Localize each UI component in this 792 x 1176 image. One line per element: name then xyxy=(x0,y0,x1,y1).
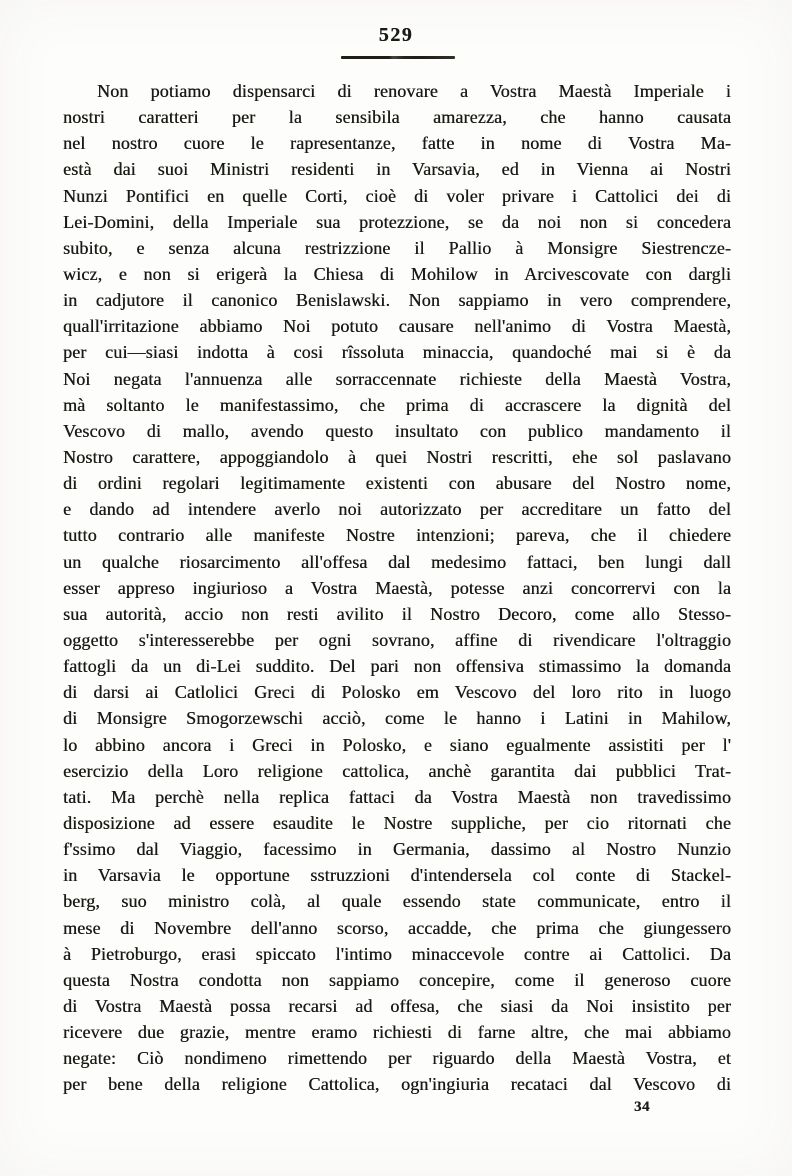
text-line: subito, e senza alcuna restrizzione il Pallio à Monsigre Siestrencze- xyxy=(63,237,731,258)
page-number: 529 xyxy=(378,24,414,46)
text-line: tutto contrario alle manifeste Nostre intenzioni; pareva, che il chiedere xyxy=(63,525,731,546)
signature-mark: 34 xyxy=(634,1099,650,1115)
text-line: di Monsigre Smogorzewschi acciò, come le hanno i Latini in Mahilow, xyxy=(63,708,731,729)
text-line: negate: Ciò nondimeno rimettendo per riguardo della Maestà Vostra, et xyxy=(63,1048,731,1069)
text-line: està dai suoi Ministri residenti in Varsavia, ed in Vienna ai Nostri xyxy=(63,159,731,180)
text-line: quall'irritazione abbiamo Noi potuto causare nell'animo di Vostra Maestà, xyxy=(63,316,731,337)
text-line: di Vostra Maestà possa recarsi ad offesa, che siasi da Noi insistito per xyxy=(63,995,731,1016)
text-line: di ordini regolari legitimamente existenti con abusare del Nostro nome, xyxy=(63,473,731,494)
text-line: à Pietroburgo, erasi spiccato l'intimo minaccevole contre ai Cattolici. Da xyxy=(63,943,731,964)
text-line: in cadjutore il canonico Benislawski. Non sappiamo in vero comprendere, xyxy=(63,290,731,311)
text-line: oggetto s'interesserebbe per ogni sovrano, affine di rivendicare l'oltraggio xyxy=(63,629,731,650)
text-line: f'ssimo dal Viaggio, facessimo in Germania, dassimo al Nostro Nunzio xyxy=(63,839,731,860)
text-line: fattogli da un di-Lei suddito. Del pari non offensiva stimassimo la domanda xyxy=(63,656,731,677)
text-line: lo abbino ancora i Greci in Polosko, e siano egualmente assistiti per l' xyxy=(63,734,731,755)
text-line: esser appreso ingiurioso a Vostra Maestà, potesse anzi concorrervi con la xyxy=(63,577,731,598)
text-line: Non potiamo dispensarci di renovare a Vostra Maestà Imperiale i xyxy=(97,81,731,101)
text-line: un qualche riosarcimento all'offesa dal medesimo fattaci, ben lungi dall xyxy=(63,551,731,572)
text-line: per bene della religione Cattolica, ogn'ingiuria recataci dal Vescovo di xyxy=(63,1074,731,1095)
text-line: ricevere due grazie, mentre eramo richiesti di farne altre, che mai abbiamo xyxy=(63,1022,731,1043)
text-line: Nostro carattere, appoggiandolo à quei Nostri rescritti, ehe sol paslavano xyxy=(63,446,731,467)
text-line: per cui—siasi indotta à cosi rîssoluta minaccia, quandoché mai si è da xyxy=(63,342,731,363)
text-line: Nunzi Pontifici en quelle Corti, cioè di voler privare i Cattolici dei di xyxy=(63,185,731,206)
text-line: nel nostro cuore le rapresentanze, fatte in nome di Vostra Ma- xyxy=(63,133,731,154)
page-number-rule xyxy=(341,56,455,59)
text-line: tati. Ma perchè nella replica fattaci da Vostra Maestà non travedissimo xyxy=(63,786,731,807)
text-line: e dando ad intendere averlo noi autorizzato per accreditare un fatto del xyxy=(63,499,731,520)
text-line: nostri caratteri per la sensibila amarezza, che hanno causata xyxy=(63,107,731,128)
text-line: berg, suo ministro colà, al quale essendo state communicate, entro il xyxy=(63,891,731,912)
body-text xyxy=(63,78,731,1097)
text-line: mà soltanto le manifestassimo, che prima di accrascere la dignità del xyxy=(63,394,731,415)
text-line: di darsi ai Catlolici Greci di Polosko em Vescovo del loro rito in luogo xyxy=(63,682,731,703)
text-line: Lei-Domini, della Imperiale sua protezzione, se da noi non si concedera xyxy=(63,211,731,232)
text-line: disposizione ad essere esaudite le Nostre suppliche, per cio ritornati che xyxy=(63,812,731,833)
text-line: Noi negata l'annuenza alle sorraccennate richieste della Maestà Vostra, xyxy=(63,368,731,389)
text-line: questa Nostra condotta non sappiamo concepire, come il generoso cuore xyxy=(63,969,731,990)
text-line: esercizio della Loro religione cattolica, anchè garantita dai pubblici Trat- xyxy=(63,760,731,781)
text-line: in Varsavia le opportune sstruzzioni d'intendersela col conte di Stackel- xyxy=(63,865,731,886)
text-line: mese di Novembre dell'anno scorso, accadde, che prima che giungessero xyxy=(63,917,731,938)
text-line: wicz, e non si erigerà la Chiesa di Mohilow in Arcivescovate con dargli xyxy=(63,263,731,284)
text-line: sua autorità, accio non resti avilito il Nostro Decoro, come allo Stesso- xyxy=(63,603,731,624)
text-line: Vescovo di mallo, avendo questo insultato con publico mandamento il xyxy=(63,420,731,441)
